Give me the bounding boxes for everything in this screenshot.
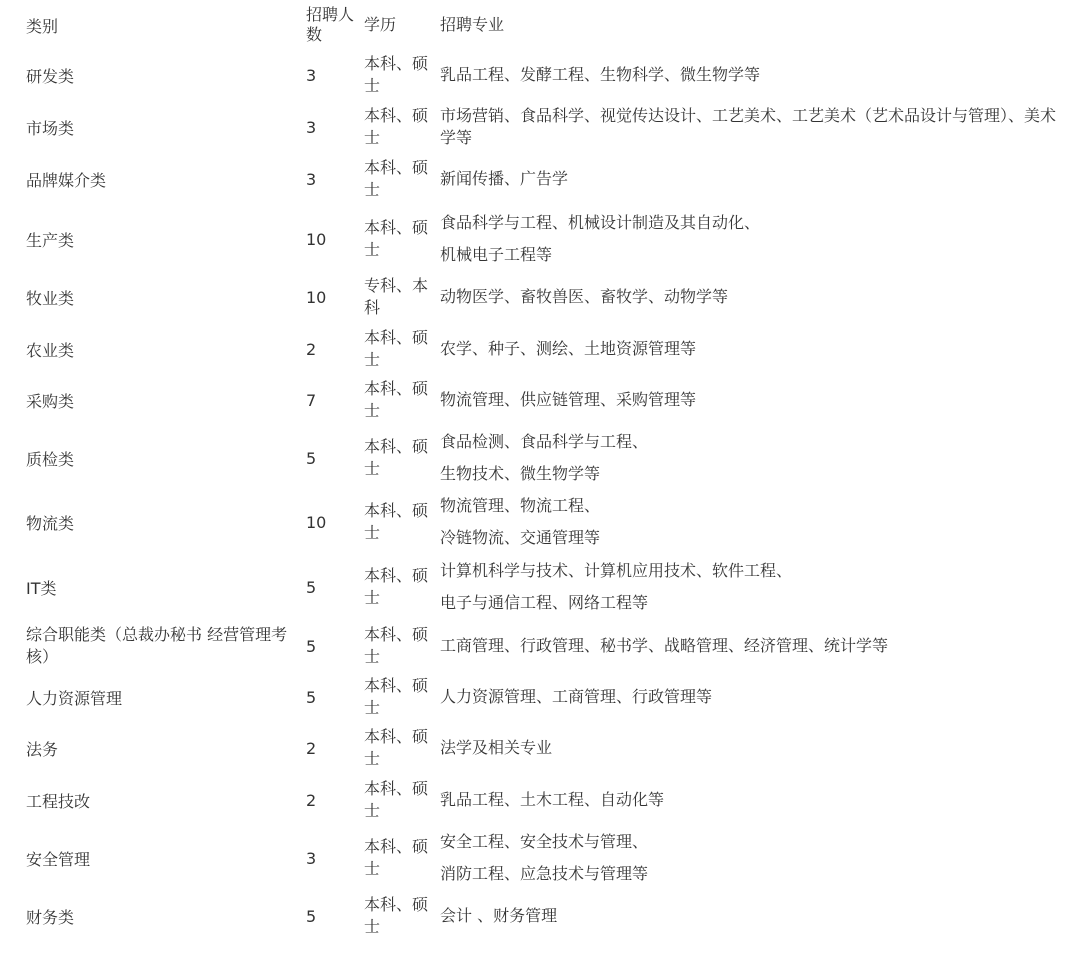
row-education: 本科、硕士 bbox=[364, 106, 429, 147]
row-count: 10 bbox=[306, 229, 327, 249]
row-major: 物流管理、供应链管理、采购管理等 bbox=[440, 390, 697, 409]
row-major: 法学及相关专业 bbox=[440, 738, 553, 757]
table-row bbox=[0, 673, 1080, 721]
table-header-row bbox=[0, 2, 1080, 48]
row-major: 物流管理、物流工程、 冷链物流、交通管理等 bbox=[440, 496, 601, 547]
row-major: 市场营销、食品科学、视觉传达设计、工艺美术、工艺美术（艺术品设计与管理）、美术学等 bbox=[440, 106, 1057, 147]
table-row bbox=[0, 620, 1080, 672]
table-row bbox=[0, 273, 1080, 321]
row-count: 7 bbox=[306, 390, 317, 410]
row-category: 工程技改 bbox=[26, 791, 91, 811]
row-category: 安全管理 bbox=[26, 849, 91, 869]
row-education: 本科、硕士 bbox=[364, 625, 429, 666]
row-major: 食品科学与工程、机械设计制造及其自动化、 机械电子工程等 bbox=[440, 213, 761, 264]
row-category: 研发类 bbox=[26, 66, 75, 86]
row-education: 本科、硕士 bbox=[364, 676, 429, 717]
header-education: 学历 bbox=[364, 15, 397, 34]
row-count: 3 bbox=[306, 117, 317, 137]
row-major: 会计 、财务管理 bbox=[440, 906, 558, 925]
row-count: 3 bbox=[306, 65, 317, 85]
row-education: 本科、硕士 bbox=[364, 54, 429, 95]
row-count: 5 bbox=[306, 448, 317, 468]
row-major: 乳品工程、发酵工程、生物科学、微生物学等 bbox=[440, 65, 761, 84]
table-row bbox=[0, 325, 1080, 373]
row-major: 人力资源管理、工商管理、行政管理等 bbox=[440, 687, 713, 706]
row-count: 3 bbox=[306, 169, 317, 189]
table-row bbox=[0, 892, 1080, 940]
row-category: 采购类 bbox=[26, 391, 75, 411]
row-count: 5 bbox=[306, 577, 317, 597]
header-count: 招聘人数 bbox=[306, 5, 355, 44]
row-education: 本科、硕士 bbox=[364, 837, 429, 878]
row-count: 3 bbox=[306, 848, 317, 868]
row-category: 人力资源管理 bbox=[26, 688, 123, 708]
table-row bbox=[0, 776, 1080, 824]
row-count: 2 bbox=[306, 339, 317, 359]
row-category: 质检类 bbox=[26, 449, 75, 469]
row-education: 本科、硕士 bbox=[364, 501, 429, 542]
row-education: 本科、硕士 bbox=[364, 218, 429, 259]
row-education: 本科、硕士 bbox=[364, 328, 429, 369]
row-category: 市场类 bbox=[26, 118, 75, 138]
row-count: 2 bbox=[306, 738, 317, 758]
table-row bbox=[0, 376, 1080, 424]
table-row bbox=[0, 103, 1080, 151]
header-category: 类别 bbox=[26, 16, 59, 36]
row-education: 本科、硕士 bbox=[364, 779, 429, 820]
table-row bbox=[0, 426, 1080, 490]
row-category: 综合职能类（总裁办秘书 经营管理考核） bbox=[26, 625, 288, 666]
table-row bbox=[0, 155, 1080, 203]
row-count: 5 bbox=[306, 687, 317, 707]
table-row bbox=[0, 207, 1080, 271]
row-category: 财务类 bbox=[26, 907, 75, 927]
row-count: 10 bbox=[306, 287, 327, 307]
row-category: 物流类 bbox=[26, 513, 75, 533]
row-major: 工商管理、行政管理、秘书学、战略管理、经济管理、统计学等 bbox=[440, 636, 889, 655]
header-major: 招聘专业 bbox=[440, 15, 505, 34]
row-major: 新闻传播、广告学 bbox=[440, 169, 569, 188]
row-major: 计算机科学与技术、计算机应用技术、软件工程、 电子与通信工程、网络工程等 bbox=[440, 561, 793, 612]
row-major: 安全工程、安全技术与管理、 消防工程、应急技术与管理等 bbox=[440, 832, 649, 883]
row-category: 农业类 bbox=[26, 340, 75, 360]
row-education: 本科、硕士 bbox=[364, 437, 429, 478]
row-count: 5 bbox=[306, 636, 317, 656]
row-category: 牧业类 bbox=[26, 288, 75, 308]
row-major: 农学、种子、测绘、土地资源管理等 bbox=[440, 339, 697, 358]
row-education: 本科、硕士 bbox=[364, 895, 429, 936]
row-category: 生产类 bbox=[26, 230, 75, 250]
row-category: IT类 bbox=[26, 578, 57, 598]
row-count: 10 bbox=[306, 512, 327, 532]
row-category: 法务 bbox=[26, 739, 59, 759]
table-row bbox=[0, 554, 1080, 620]
table-row bbox=[0, 490, 1080, 554]
row-count: 5 bbox=[306, 906, 317, 926]
table-row bbox=[0, 724, 1080, 772]
row-education: 本科、硕士 bbox=[364, 566, 429, 607]
table-row bbox=[0, 826, 1080, 890]
table-row bbox=[0, 51, 1080, 99]
row-category: 品牌媒介类 bbox=[26, 170, 107, 190]
row-education: 本科、硕士 bbox=[364, 727, 429, 768]
row-education: 专科、本科 bbox=[364, 276, 429, 317]
row-education: 本科、硕士 bbox=[364, 158, 429, 199]
row-major: 食品检测、食品科学与工程、 生物技术、微生物学等 bbox=[440, 432, 649, 483]
row-major: 动物医学、畜牧兽医、畜牧学、动物学等 bbox=[440, 287, 729, 306]
row-major: 乳品工程、土木工程、自动化等 bbox=[440, 790, 665, 809]
row-count: 2 bbox=[306, 790, 317, 810]
row-education: 本科、硕士 bbox=[364, 379, 429, 420]
